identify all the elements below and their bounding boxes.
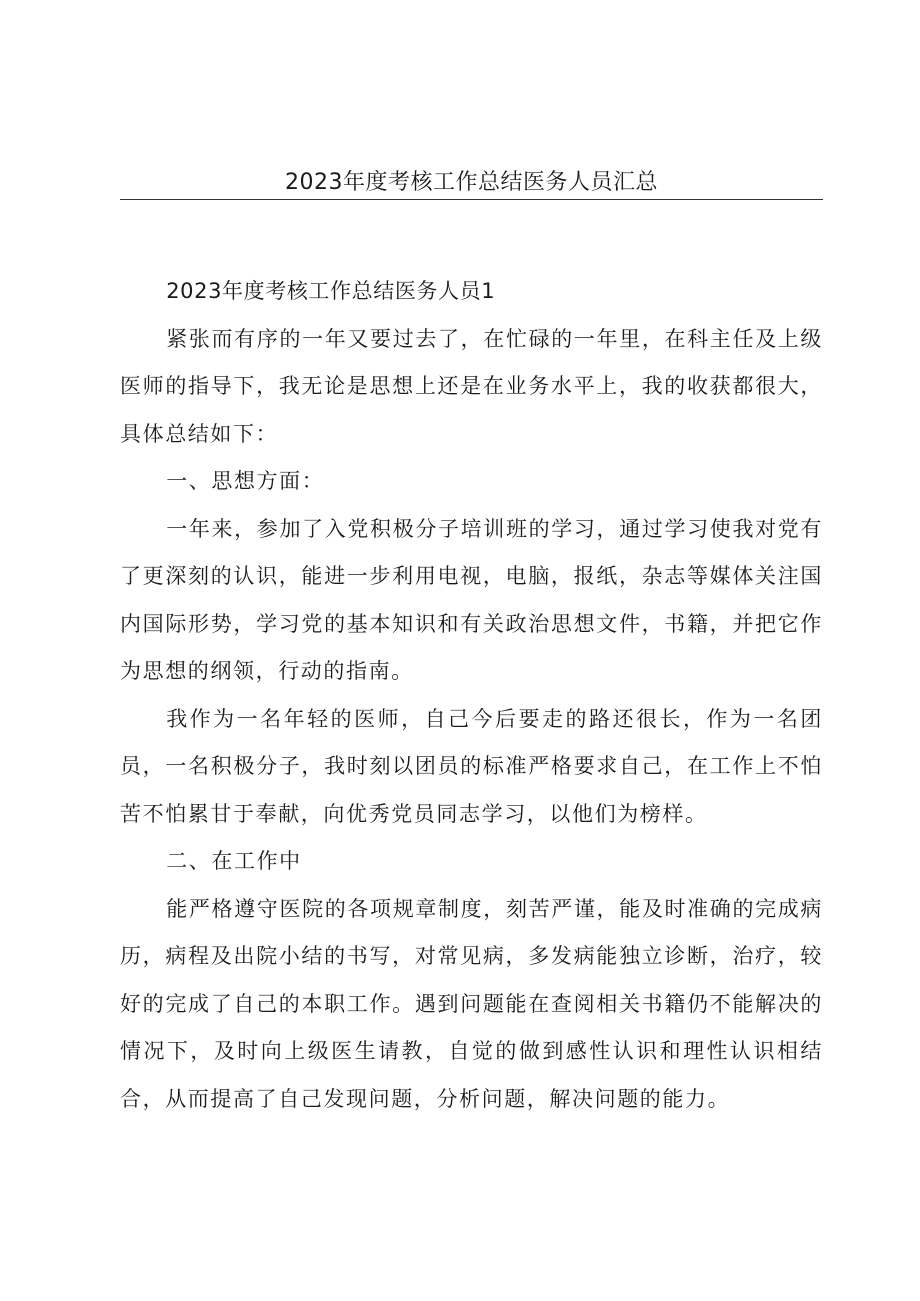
document-body bbox=[120, 268, 823, 1123]
section-heading: 2023年度考核工作总结医务人员1 bbox=[166, 279, 496, 303]
paragraph-work: 能严格遵守医院的各项规章制度，刻苦严谨，能及时准确的完成病历，病程及出院小结的书写，对常见病，多发病能独立诊断，治疗，较好的完成了自己的本职工作。遇到问题能在查阅相关书籍仍不能解决的情况下，及时向上级医生请教，自觉的做到感性认识和理性认识相结合，从而提高了自己发现问题，分析问题，解决问题的能力。 bbox=[120, 896, 823, 1111]
paragraph-thought-2: 我作为一名年轻的医师，自己今后要走的路还很长，作为一名团员，一名积极分子，我时刻以团员的标准严格要求自己，在工作上不怕苦不怕累甘于奉献，向优秀党员同志学习，以他们为榜样。 bbox=[120, 706, 823, 826]
paragraph-thought-1: 一年来，参加了入党积极分子培训班的学习，通过学习使我对党有了更深刻的认识，能进一步利用电视，电脑，报纸，杂志等媒体关注国内国际形势，学习党的基本知识和有关政治思想文件，书籍，并把它作为思想的纲领，行动的指南。 bbox=[120, 516, 823, 683]
title-underline bbox=[120, 199, 823, 200]
paragraph-intro: 紧张而有序的一年又要过去了，在忙碌的一年里，在科主任及上级医师的指导下，我无论是思想上还是在业务水平上，我的收获都很大，具体总结如下： bbox=[120, 326, 823, 446]
heading-work: 二、在工作中 bbox=[166, 849, 302, 873]
document-title: 2023年度考核工作总结医务人员汇总 bbox=[285, 170, 658, 195]
heading-thought: 一、思想方面： bbox=[166, 469, 325, 493]
